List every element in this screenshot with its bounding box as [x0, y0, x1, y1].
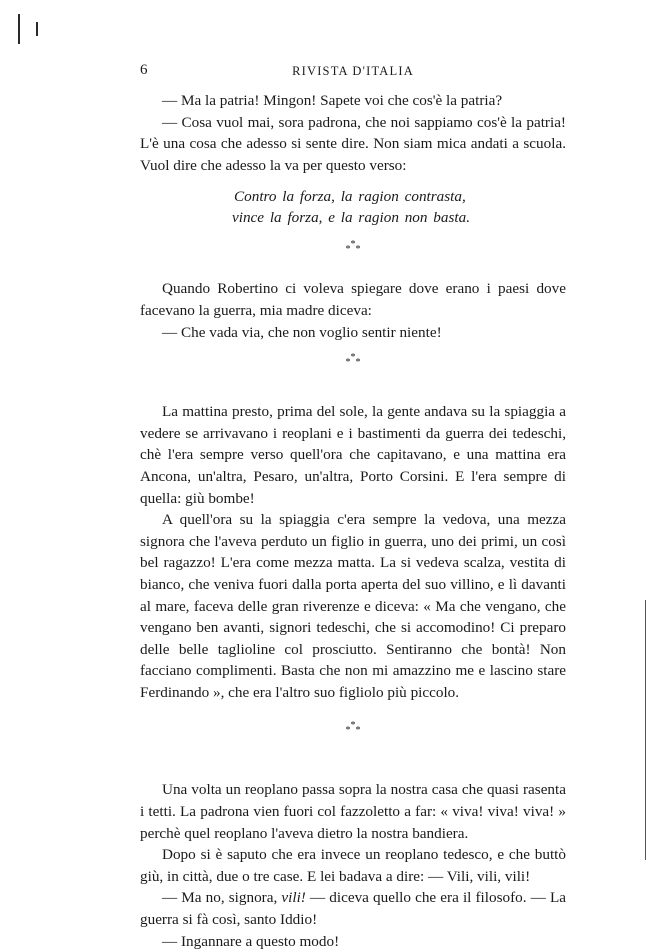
- scan-mark-right: [645, 600, 646, 860]
- asterism-bottom: * *: [345, 244, 361, 256]
- section-break-2: [140, 352, 566, 369]
- page-number: 6: [140, 62, 148, 78]
- page-body: [140, 60, 566, 952]
- paragraph-9-emphasis: vili!: [281, 889, 306, 907]
- paragraph-2: — Cosa vuol mai, sora padrona, che noi sappiamo cos'è la patria! L'è una cosa che adesso si sente dire. Non siam mica andati a scuola. Vuol dire che adesso la va per questo verso:: [140, 113, 566, 174]
- paragraph-9-b: — diceva quello che era il filosofo. — La guerra si fà così, santo Iddio!: [140, 889, 566, 929]
- paragraph-5: La mattina presto, prima del sole, la gente andava su la spiaggia a vedere se arrivavano i reoplani e i bastimenti da guerra dei tedeschi, chè l'era sempre verso quell'ora che capitavano, e una mattina era Ancona, un'altra, Pesaro, un'altra, Porto Corsini. E l'era sempre di quella: giù bombe!: [140, 403, 566, 507]
- asterism-bottom: * *: [345, 357, 361, 369]
- paragraph-7: Una volta un reoplano passa sopra la nostra casa che quasi rasenta i tetti. La padrona vien fuori col fazzoletto a far: « viva! viva! viva! » perchè quel reoplano l'aveva dietro la nostra bandiera.: [140, 781, 566, 842]
- running-title: RIVISTA D'ITALIA: [292, 64, 414, 78]
- scan-mark-top-2: [36, 22, 38, 36]
- paragraph-6: A quell'ora su la spiaggia c'era sempre la vedova, una mezza signora che l'aveva perduto un figlio in guerra, uno dei primi, un così bel ragazzo! L'era come mezza matta. La si vedeva scalza, vestita di bianco, che veniva fuori dalla porta aperta del suo villino, e lì davanti al mare, faceva delle gran riverenze e diceva: « Ma che vengano, che vengano ben avanti, signori tedeschi, che si accomodino! Ci preparo delle belle taglioline col prosciutto. Sentiranno che bontà! Non facciano complimenti. Basta che non mi amazzino me e lascino stare Ferdinando », che era l'altro suo figliolo più piccolo.: [140, 511, 566, 701]
- paragraph-9-a: — Ma no, signora,: [162, 889, 282, 907]
- section-break-3: [140, 720, 566, 737]
- verse-line-2: vince la forza, e la ragion non basta.: [232, 209, 471, 227]
- paragraph-8: Dopo si è saputo che era invece un reoplano tedesco, e che buttò giù, in città, due o tre case. E lei badava a dire: — Vili, vili, vili!: [140, 846, 566, 885]
- asterism-top: *: [350, 720, 356, 732]
- paragraph-4: — Che vada via, che non voglio sentir niente!: [162, 323, 442, 341]
- asterism-bottom: * *: [345, 725, 361, 737]
- verse-line-1: Contro la forza, la ragion contrasta,: [234, 188, 466, 206]
- section-break-1: [140, 239, 566, 256]
- paragraph-3: Quando Robertino ci voleva spiegare dove erano i paesi dove facevano la guerra, mia madre diceva:: [140, 280, 566, 319]
- asterism-top: *: [350, 239, 356, 251]
- scan-mark-top: [18, 14, 20, 44]
- verse-quote: [234, 186, 566, 228]
- page-header: [140, 60, 566, 82]
- paragraph-10: — Ingannare a questo modo!: [162, 932, 340, 950]
- paragraph-9: [140, 887, 566, 930]
- asterism-top: *: [350, 352, 356, 364]
- paragraph-1: — Ma la patria! Mingon! Sapete voi che cos'è la patria?: [162, 92, 503, 109]
